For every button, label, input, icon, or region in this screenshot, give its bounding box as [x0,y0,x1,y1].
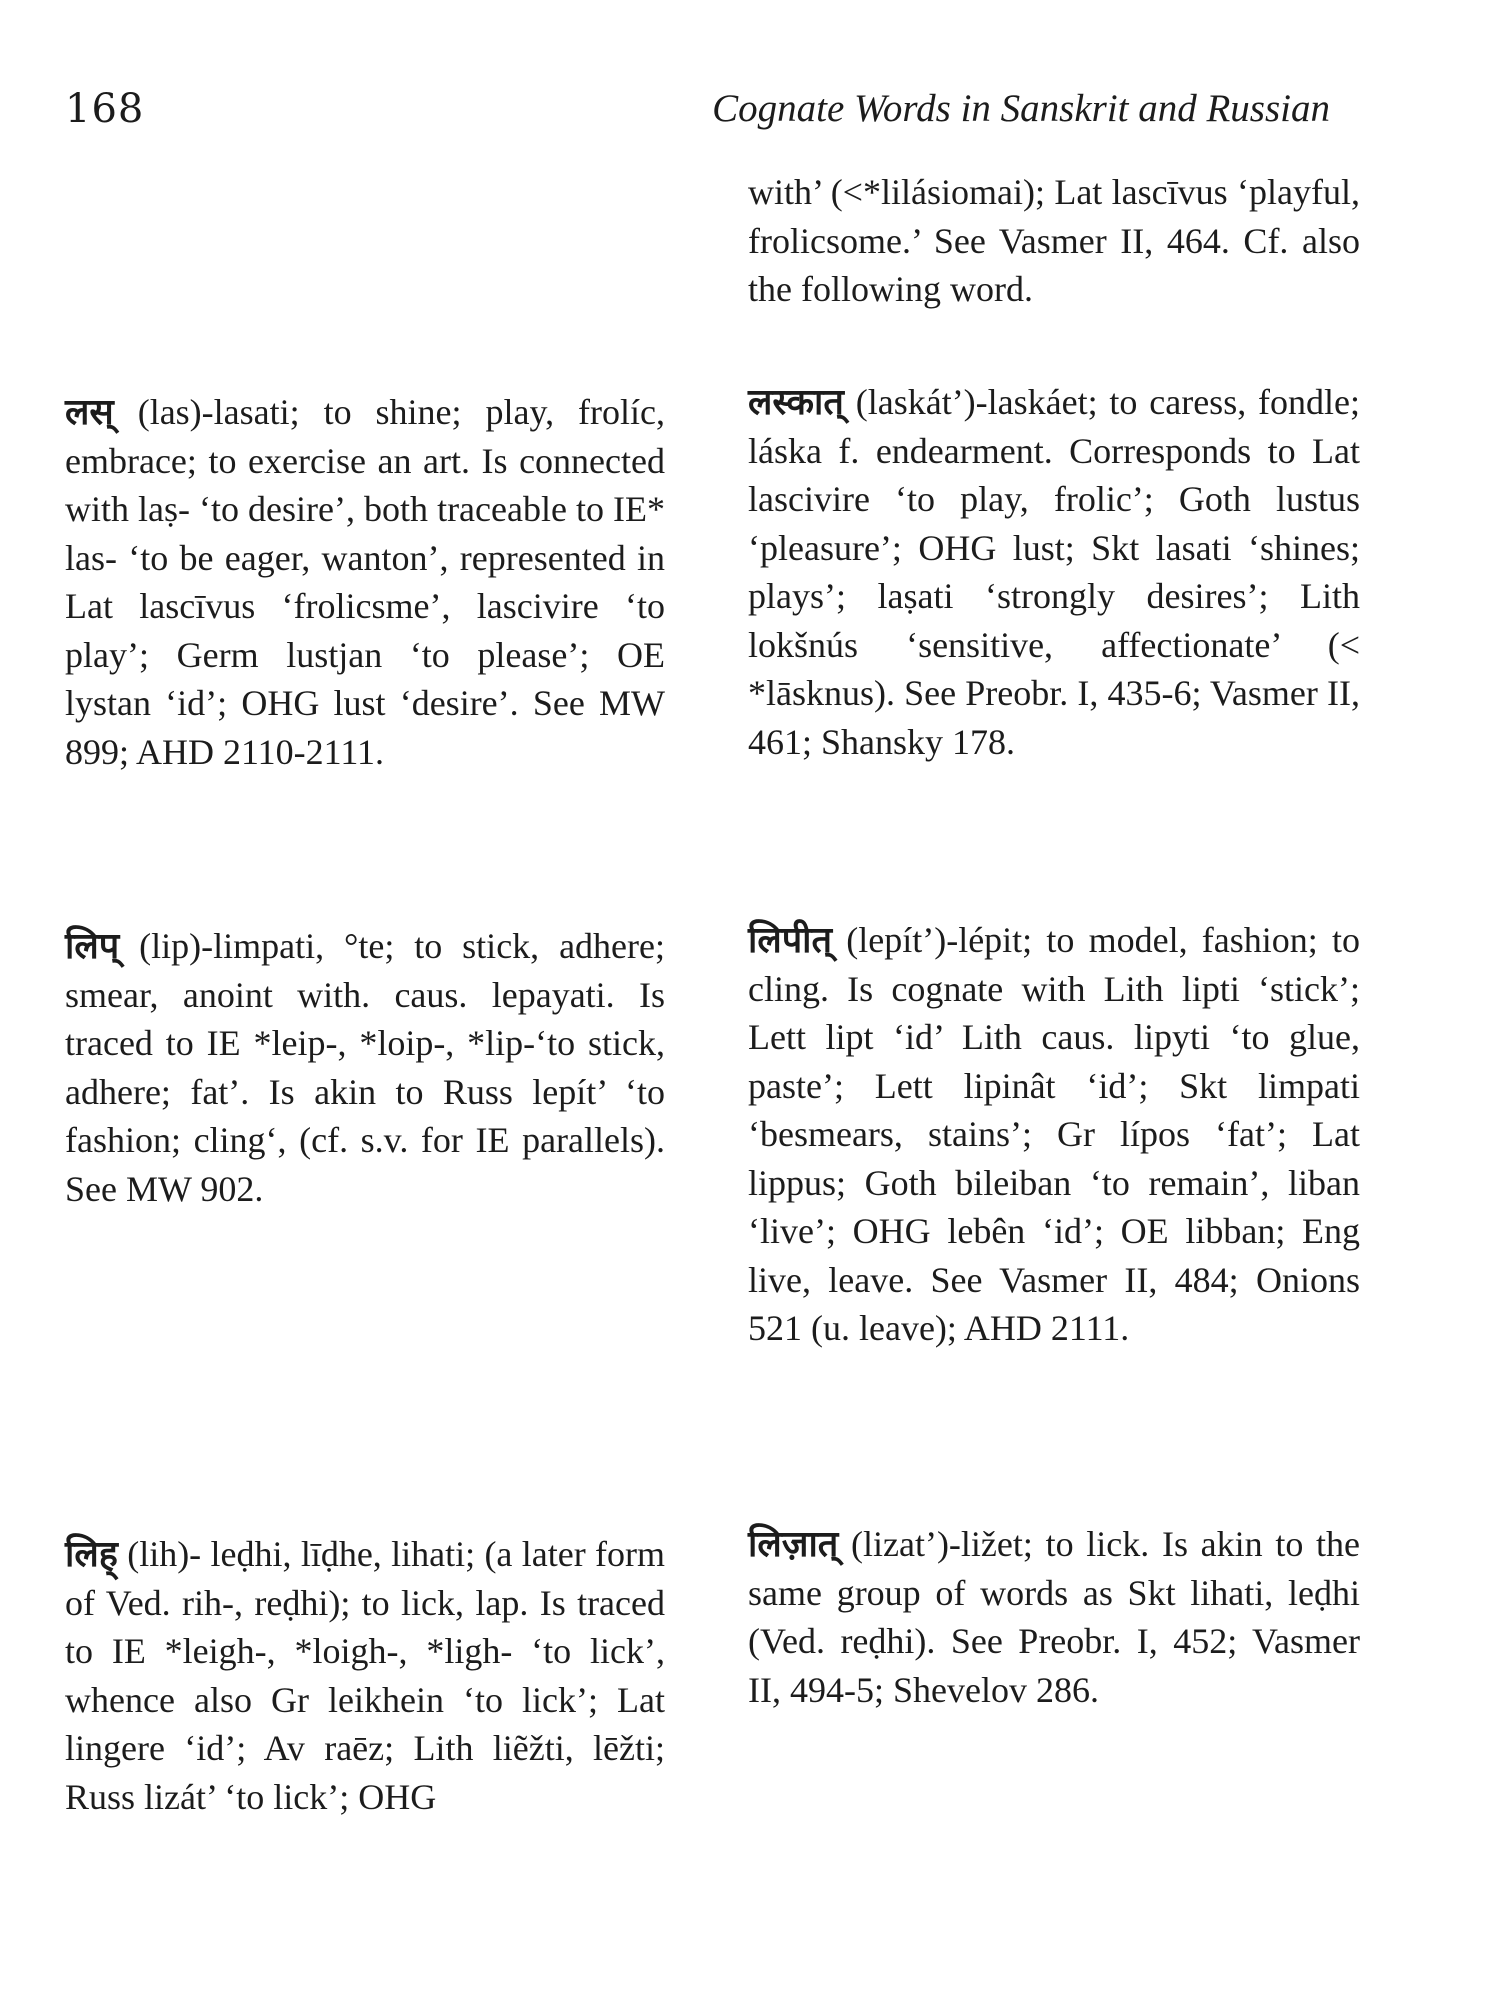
headword: लिह् [65,1534,118,1574]
entry-text: (lip)-limpati, °te; to stick, adhere; smear, anoint with. caus. lepayati. Is traced to IE *leip-, *loip-, *lip-‘to stick, adhere; fat’. Is akin to Russ lepít’ ‘to fashion; cling‘, (cf. s.v. for IE parallels). See MW 902. [65,926,666,1209]
headword: लिप् [65,926,120,966]
entry-lizat [748,1520,1360,1714]
entry-text: (lih)- leḍhi, līḍhe, lihati; (a later form of Ved. rih-, reḍhi); to lick, lap. Is traced to IE *leigh-, *loigh-, *ligh- ‘to lick’, whence also Gr leikhein ‘to lick’; Lat lingere ‘id’; Av raēz; Lith liẽžti, lēžti; Russ lizát’ ‘to lick’; OHG [65,1534,666,1817]
entry-lih [65,1530,665,1821]
entry-las [65,388,665,776]
headword: लिपीत् [748,920,833,960]
continuation-paragraph: with’ (<*lilásiomai); Lat lascīvus ‘playful, frolicsome.’ See Vasmer II, 464. Cf. also the following word. [748,172,1360,309]
entry-lip [65,922,665,1213]
entry-text: (laskát’)-laskáet; to caress, fondle; láska f. endearment. Corresponds to Lat lascivire ‘to play, frolic’; Goth lustus ‘pleasure’; OHG lust; Skt lasati ‘shines; plays’; laṣati ‘strongly desires’; Lith lokšnús ‘sensitive, affectionate’ (< *lāsknus). See Preobr. I, 435-6; Vasmer II, 461; Shansky 178. [748,382,1360,762]
running-title: Cognate Words in Sanskrit and Russian [712,87,1330,130]
headword: लस् [65,392,114,432]
entry-text: (lizat’)-ližet; to lick. Is akin to the same group of words as Skt lihati, leḍhi (Ved. reḍhi). See Preobr. I, 452; Vasmer II, 494-5; Shevelov 286. [748,1524,1361,1710]
entry-text: (lepít’)-lépit; to model, fashion; to cling. Is cognate with Lith lipti ‘stick’; Lett lipt ‘id’ Lith caus. lipyti ‘to glue, paste’; Lett lipinât ‘id’; Skt limpati ‘besmears, stains’; Gr lípos ‘fat’; Lat lippus; Goth bileiban ‘to remain’, liban ‘live’; OHG lebên ‘id’; OE libban; Eng live, leave. See Vasmer II, 484; Onions 521 (u. leave); AHD 2111. [748,920,1361,1348]
continuation-text [748,168,1360,314]
headword: लिज़ात् [748,1524,839,1564]
entry-laskat [748,378,1360,766]
page-number: 168 [65,86,145,132]
entry-lepit [748,916,1360,1353]
entry-text: (las)-lasati; to shine; play, frolíc, embrace; to exercise an art. Is connected with laṣ- ‘to desire’, both traceable to IE* las- ‘to be eager, wanton’, represented in Lat lascīvus ‘frolicsme’, lascivire ‘to play’; Germ lustjan ‘to please’; OE lystan ‘id’; OHG lust ‘desire’. See MW 899; AHD 2110-2111. [65,392,666,772]
headword: लस्कात् [748,382,844,422]
